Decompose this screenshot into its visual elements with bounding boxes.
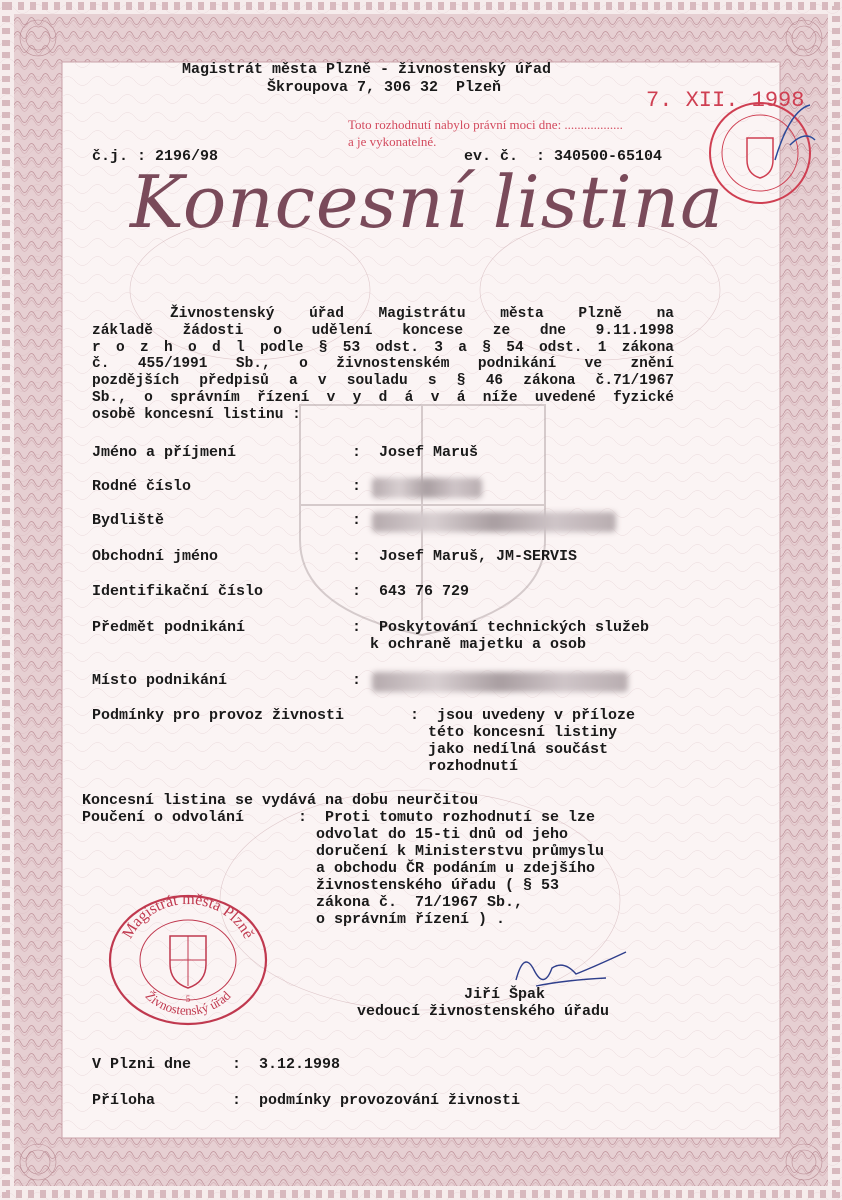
legal-force-note: Toto rozhodnutí nabylo právní moci dne: ..................: [348, 117, 623, 132]
conditions-line-2: této koncesní listiny: [428, 724, 618, 741]
attachment-value: : podmínky provozování živnosti: [232, 1092, 521, 1109]
intro-line-5: pozdějších předpisů a v souladu s § 46 zákona č.71/1967: [92, 373, 674, 389]
intro-line-2: základě žádosti o udělení koncese ze dne 9.11.1998: [92, 323, 674, 339]
registration-number: ev. č. : 340500-65104: [464, 148, 663, 165]
birth-number-redacted: [372, 478, 482, 498]
id-number-value: : 643 76 729: [352, 583, 470, 600]
intro-line-1: Živnostenský úřad Magistrátu města Plzně na: [170, 306, 674, 322]
signatory-role: vedoucí živnostenského úřadu: [357, 1003, 610, 1020]
signatory-name: Jiří Špak: [464, 986, 546, 1003]
intro-line-4: č. 455/1991 Sb., o živnostenském podnikání ve znění: [92, 356, 674, 372]
business-name-label: Obchodní jméno: [92, 548, 219, 565]
appeal-line-1: : Proti tomuto rozhodnutí se lze: [298, 809, 596, 826]
issuer-name: Magistrát města Plzně - živnostenský úřad: [182, 61, 552, 78]
appeal-label: Poučení o odvolání: [82, 809, 245, 826]
intro-line-7: osobě koncesní listinu :: [92, 407, 301, 423]
appeal-line-2: odvolat do 15-ti dnů od jeho: [316, 826, 569, 843]
document-title: Koncesní listina: [130, 160, 725, 244]
residence-redacted: [372, 512, 616, 532]
validity-statement: Koncesní listina se vydává na dobu neurčitou: [82, 792, 479, 809]
appeal-line-6: zákona č. 71/1967 Sb.,: [316, 894, 524, 911]
business-subject-line-2: k ochraně majetku a osob: [370, 636, 587, 653]
appeal-line-7: o správním řízení ) .: [316, 911, 506, 928]
stamp-text-top: Magistrát města Plzně: [119, 890, 257, 942]
residence-colon: :: [352, 512, 362, 529]
appeal-line-4: a obchodu ČR podáním u zdejšího: [316, 860, 596, 877]
appeal-line-5: živnostenského úřadu ( § 53: [316, 877, 560, 894]
conditions-line-3: jako nedílná součást: [428, 741, 609, 758]
business-place-label: Místo podnikání: [92, 672, 228, 689]
stamp-number: 5: [185, 994, 191, 1004]
intro-line-3: r o z h o d l podle § 53 odst. 3 a § 54 odst. 1 zákona: [92, 340, 674, 356]
conditions-line-1: : jsou uvedeny v příloze: [410, 707, 636, 724]
issuer-address: Škroupova 7, 306 32 Plzeň: [267, 79, 502, 96]
appeal-line-3: doručení k Ministerstvu průmyslu: [316, 843, 605, 860]
business-name-value: : Josef Maruš, JM-SERVIS: [352, 548, 578, 565]
enforceable-note: a je vykonatelné.: [348, 134, 437, 149]
business-subject-label: Předmět podnikání: [92, 619, 246, 636]
conditions-label: Podmínky pro provoz živnosti: [92, 707, 345, 724]
business-place-colon: :: [352, 672, 362, 689]
stamp-text-bottom: Živnostenský úřad: [142, 987, 234, 1018]
legal-force-date-stamp: 7. XII. 1998: [646, 88, 805, 113]
conditions-line-4: rozhodnutí: [428, 758, 519, 775]
signature-mark-top: [770, 100, 820, 170]
case-number: č.j. : 2196/98: [92, 148, 219, 165]
attachment-label: Příloha: [92, 1092, 156, 1109]
issue-place-label: V Plzni dne: [92, 1056, 192, 1073]
name-value: : Josef Maruš: [352, 444, 479, 461]
intro-line-6: Sb., o správním řízení v y d á v á níže uvedené fyzické: [92, 390, 674, 406]
business-subject-line-1: : Poskytování technických služeb: [352, 619, 650, 636]
residence-label: Bydliště: [92, 512, 165, 529]
business-place-redacted: [372, 672, 628, 692]
name-label: Jméno a příjmení: [92, 444, 237, 461]
id-number-label: Identifikační číslo: [92, 583, 264, 600]
birth-number-colon: :: [352, 478, 362, 495]
official-round-stamp: [104, 888, 272, 1026]
birth-number-label: Rodné číslo: [92, 478, 192, 495]
issue-date-value: : 3.12.1998: [232, 1056, 341, 1073]
